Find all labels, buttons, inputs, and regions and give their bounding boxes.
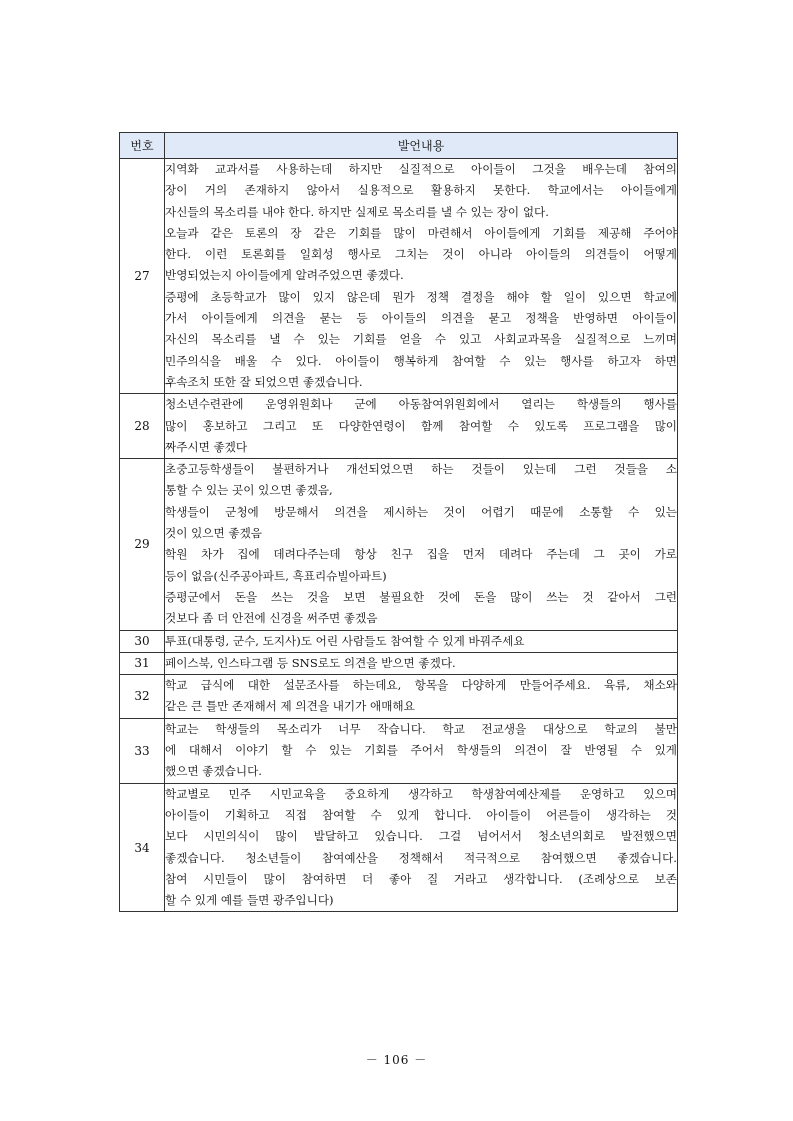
statement-line: 에 대해서 이야기 할 수 있는 기회를 주어서 학생들의 의견이 잘 반영될 수 있게	[165, 743, 677, 758]
table-row	[120, 675, 678, 719]
statement-line: 후속조치 또한 잘 되었으면 좋겠습니다.	[165, 374, 363, 389]
statement-cell	[165, 394, 678, 459]
statement-line: 자신의 목소리를 낼 수 있는 기회를 얻을 수 있고 사회교과목을 실질적으로 느끼며	[165, 332, 677, 347]
statement-line: 통할 수 있는 곳이 있으면 좋겠음,	[165, 483, 333, 498]
table-row	[120, 394, 678, 459]
table-header-row	[120, 133, 678, 159]
statement-line: 학교는 학생들의 목소리가 너무 작습니다. 학교 전교생을 대상으로 학교의 불만	[165, 721, 677, 736]
statement-line: 학교 급식에 대한 설문조사를 하는데요, 항목을 다양하게 만들어주세요. 육류, 채소와	[165, 678, 677, 693]
statement-cell	[165, 783, 678, 912]
statement-line: 참여 시민들이 많이 참여하면 더 좋아 질 거라고 생각합니다. (조례상으로 보존	[165, 871, 677, 886]
row-number: 31	[120, 652, 165, 674]
statement-line: 오늘과 같은 토론의 장 같은 기회를 많이 마련해서 아이들에게 기회를 제공해 주어야	[165, 225, 677, 240]
statement-cell	[165, 630, 678, 652]
statement-line: 증평에 초등학교가 많이 있지 않은데 뭔가 정책 결정을 해야 할 일이 있으면 학교에	[165, 289, 677, 304]
statement-line: 지역화 교과서를 사용하는데 하지만 실질적으로 아이들이 그것을 배우는데 참여의	[165, 162, 677, 176]
statement-line: 것이 있으면 좋겠음	[165, 526, 262, 541]
row-number: 28	[120, 394, 165, 459]
statement-line: 장이 거의 존재하지 않아서 실용적으로 활용하지 못한다. 학교에서는 아이들에게	[165, 183, 677, 198]
row-number: 34	[120, 783, 165, 912]
statement-line: 보다 시민의식이 많이 발달하고 있습니다. 그걸 넘어서서 청소년의회로 발전했으면	[165, 829, 677, 844]
statement-line: 투표(대통령, 군수, 도지사)도 어린 사람들도 참여할 수 있게 바꿔주세요	[165, 633, 525, 648]
table-row	[120, 718, 678, 783]
statement-cell	[165, 675, 678, 719]
statement-line: 페이스북, 인스타그램 등 SNS로도 의견을 받으면 좋겠다.	[165, 655, 456, 670]
row-number: 33	[120, 718, 165, 783]
statement-line: 짜주시면 좋겠다	[165, 439, 248, 454]
statement-line: 학교별로 민주 시민교육을 중요하게 생각하고 학생참여예산제를 운영하고 있으며	[165, 786, 677, 801]
statement-line: 학생들이 군청에 방문해서 의견을 제시하는 것이 어렵기 때문에 소통할 수 있는	[165, 504, 677, 519]
statement-line: 같은 큰 틀만 존재해서 제 의견을 내기가 애매해요	[165, 699, 415, 714]
header-content: 발언내용	[165, 133, 678, 159]
table-row	[120, 783, 678, 912]
statement-line: 것보다 좀 더 안전에 신경을 써주면 좋겠음	[165, 611, 378, 626]
statement-line: 했으면 좋겠습니다.	[165, 764, 262, 779]
statement-line: 가서 아이들에게 의견을 묻는 등 아이들의 의견을 묻고 정책을 반영하면 아이들이	[165, 311, 677, 326]
statement-line: 청소년수련관에 운영위원회나 군에 아동참여위원회에서 열리는 학생들의 행사를	[165, 397, 677, 412]
page-number: － 106 －	[365, 1053, 428, 1067]
statement-cell	[165, 718, 678, 783]
statement-table	[119, 132, 678, 912]
statement-line: 자신들의 목소리를 내야 한다. 하지만 실제로 목소리를 낼 수 있는 장이 없다.	[165, 204, 549, 219]
row-number: 29	[120, 459, 165, 630]
row-number: 32	[120, 675, 165, 719]
statement-line: 학원 차가 집에 데려다주는데 항상 친구 집을 먼저 데려다 주는데 그 곳이 가로	[165, 547, 677, 562]
statement-line: 많이 홍보하고 그리고 또 다양한연령이 함께 참여할 수 있도록 프로그램을 많이	[165, 418, 677, 433]
row-number: 30	[120, 630, 165, 652]
statement-line: 등이 없음(신주공아파트, 흑표리슈빌아파트)	[165, 568, 387, 583]
statement-line: 한다. 이런 토론회를 일회성 행사로 그치는 것이 아니라 아이들의 의견들이 어떻게	[165, 247, 677, 262]
statement-line: 초중고등학생들이 불편하거나 개선되었으면 하는 것들이 있는데 그런 것들을 소	[165, 462, 677, 477]
statement-line: 아이들이 기획하고 직접 참여할 수 있게 합니다. 아이들이 어른들이 생각하는 것	[165, 807, 677, 822]
statement-cell	[165, 459, 678, 630]
table-row	[120, 652, 678, 674]
statement-line: 반영되었는지 아이들에게 알려주었으면 좋겠다.	[165, 268, 404, 283]
table-row	[120, 459, 678, 630]
row-number: 27	[120, 159, 165, 394]
table-row	[120, 630, 678, 652]
table-row	[120, 159, 678, 394]
statement-line: 민주의식을 배울 수 있다. 아이들이 행복하게 참여할 수 있는 행사를 하고자 하면	[165, 353, 677, 368]
table-body	[120, 159, 678, 912]
statement-cell	[165, 652, 678, 674]
statement-line: 증평군에서 돈을 쓰는 것을 보면 불필요한 것에 돈을 많이 쓰는 것 같아서 그런	[165, 589, 677, 604]
statement-line: 좋겠습니다. 청소년들이 참여예산을 정책해서 적극적으로 참여했으면 좋겠습니다.	[165, 850, 677, 865]
header-number: 번호	[120, 133, 165, 159]
statement-line: 할 수 있게 예를 들면 광주입니다)	[165, 893, 334, 908]
statement-cell	[165, 159, 678, 394]
